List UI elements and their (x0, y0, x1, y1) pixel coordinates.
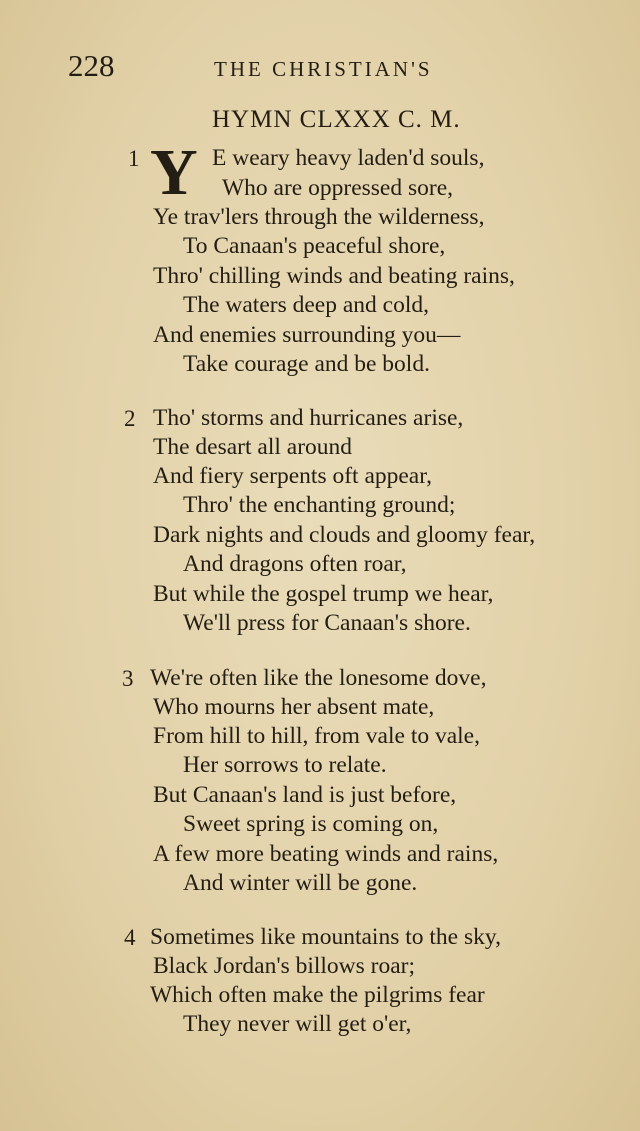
hymn-line: Sweet spring is coming on, (183, 811, 439, 837)
hymn-line: And dragons often roar, (183, 551, 407, 577)
stanza-number: 4 (124, 925, 136, 950)
hymn-line: The waters deep and cold, (183, 292, 429, 318)
hymn-line: Who are oppressed sore, (222, 175, 453, 201)
hymn-line: Dark nights and clouds and gloomy fear, (153, 522, 536, 548)
running-title: THE CHRISTIAN'S (214, 57, 433, 81)
hymn-line: Thro' chilling winds and beating rains, (153, 263, 515, 289)
stanza-number: 3 (122, 666, 134, 691)
running-head (0, 48, 640, 88)
hymn-line: Tho' storms and hurricanes arise, (153, 405, 464, 431)
drop-cap: Y (150, 136, 198, 209)
hymn-line: And enemies surrounding you— (153, 322, 461, 348)
hymn-line: And fiery serpents oft appear, (153, 463, 432, 489)
hymn-line: From hill to hill, from vale to vale, (153, 723, 480, 749)
hymn-line: Take courage and be bold. (183, 351, 430, 377)
hymn-line: Sometimes like mountains to the sky, (150, 924, 501, 950)
hymn-line: Which often make the pilgrims fear (150, 982, 485, 1008)
hymn-line: E weary heavy laden'd souls, (212, 145, 485, 171)
stanza-number: 2 (124, 406, 136, 431)
hymn-line: Who mourns her absent mate, (153, 694, 435, 720)
hymn-line: Thro' the enchanting ground; (183, 492, 456, 518)
hymn-line: They never will get o'er, (183, 1011, 412, 1037)
hymn-line: Black Jordan's billows roar; (153, 953, 416, 979)
hymn-line: The desart all around (153, 434, 353, 460)
hymn-line: A few more beating winds and rains, (153, 841, 499, 867)
hymn-line: But Canaan's land is just before, (153, 782, 457, 808)
hymn-line: We'll press for Canaan's shore. (183, 610, 471, 636)
hymn-line: To Canaan's peaceful shore, (183, 233, 446, 259)
hymn-line: And winter will be gone. (183, 870, 418, 896)
hymn-title: HYMN CLXXX C. M. (212, 106, 461, 133)
hymn-line: We're often like the lonesome dove, (150, 665, 487, 691)
hymn-line: But while the gospel trump we hear, (153, 581, 494, 607)
hymn-line: Ye trav'lers through the wilderness, (153, 204, 485, 230)
page-number: 228 (68, 48, 115, 83)
stanza-number: 1 (128, 146, 140, 171)
hymn-line: Her sorrows to relate. (183, 752, 387, 778)
